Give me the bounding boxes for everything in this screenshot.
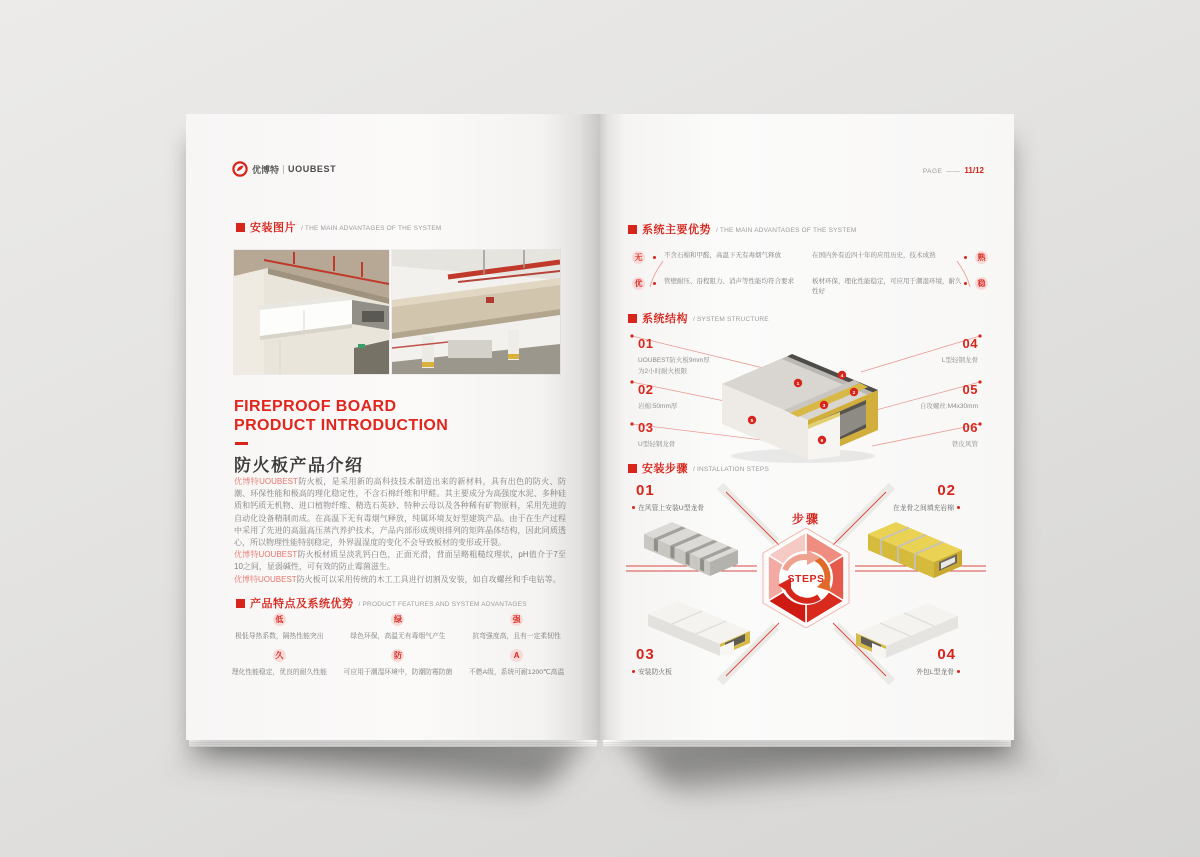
install-photo-garage-duct bbox=[392, 250, 560, 374]
step-dot bbox=[632, 506, 635, 509]
steps-center-label-zh: 步骤 bbox=[791, 512, 820, 526]
book-spread bbox=[186, 114, 1014, 754]
page-number-value: 11/12 bbox=[964, 166, 984, 175]
advantage-connector-left bbox=[646, 259, 670, 291]
duct-structure-3d-illustration bbox=[708, 328, 898, 468]
section-title-en: / THE MAIN ADVANTAGES OF THE SYSTEM bbox=[716, 226, 857, 234]
feature-item bbox=[339, 613, 458, 640]
advantage-text: 在国内外有近四十年的应用历史，技术成熟 bbox=[812, 252, 936, 259]
svg-text:2: 2 bbox=[852, 390, 856, 396]
advantages-list bbox=[632, 251, 988, 309]
logo-divider bbox=[283, 165, 284, 174]
feature-item bbox=[457, 613, 576, 640]
section-title-zh: 安装步骤 bbox=[642, 463, 688, 475]
feature-text: 极低导热系数，隔热性能突出 bbox=[235, 633, 324, 640]
section-marker-square bbox=[628, 464, 637, 473]
step-text: 安装防火板 bbox=[638, 669, 672, 676]
section-marker-square bbox=[628, 314, 637, 323]
step-text: 在龙骨之间填充岩棉 bbox=[892, 505, 954, 512]
callout-number: 01 bbox=[638, 336, 654, 351]
section-system-advantages bbox=[628, 221, 857, 237]
step-number: 01 bbox=[636, 482, 655, 499]
section-title-en: / INSTALLATION STEPS bbox=[693, 465, 769, 473]
svg-text:5: 5 bbox=[750, 418, 754, 424]
feature-item bbox=[457, 649, 576, 676]
svg-text:6: 6 bbox=[820, 438, 824, 444]
step-label bbox=[632, 502, 704, 512]
step-number: 03 bbox=[636, 646, 655, 663]
feature-item bbox=[220, 613, 339, 640]
section-product-features bbox=[236, 595, 527, 611]
paragraph-2-text: 防火板材质呈淡乳钙白色，正面光滑，背面呈略粗糙纹理状，pH值介于7至10之间，显弱碱性，可有效的防止霉菌滋生。 bbox=[234, 550, 566, 572]
section-title-en: / PRODUCT FEATURES AND SYSTEM ADVANTAGES bbox=[358, 600, 527, 608]
advantage-text: 管壁耐压、沿程阻力、消声等性能均符合要求 bbox=[664, 278, 794, 285]
step3-duct-illustration bbox=[642, 592, 758, 656]
section-marker-square bbox=[236, 223, 245, 232]
steps-hexagon bbox=[760, 528, 852, 628]
callout-text: 铁皮风管 bbox=[952, 441, 978, 448]
section-marker-square bbox=[628, 225, 637, 234]
section-system-structure bbox=[628, 310, 769, 326]
callout-text: U型轻钢龙骨 bbox=[638, 441, 676, 448]
svg-text:STEPS: STEPS bbox=[787, 573, 825, 585]
brand-name-en: UOUBEST bbox=[288, 164, 337, 174]
section-marker-square bbox=[236, 599, 245, 608]
feature-text: 理化性能稳定，优良的耐久性能 bbox=[231, 669, 327, 676]
paragraph-1-text: 防火板，是采用新的高科技技术制造出来的新材料，具有出色的防火、防潮、环保性能和极高的理化稳定性，不含石棉纤维和甲醛。其主要成分为高强度水泥、多种硅质和钙质无机物、进口植物纤维、精选石英砂、特种云母以及各种稀有矿物原料，采用先进的自动化设备精制而成。在高温下无有毒烟气释放，纯属环境友好型建筑产品。由于在生产过程中采用了先进的高温高压蒸汽养护技术，产品内部形成规则排列的矩阵晶体结构，因此同质透心，所以物理性能特别稳定，外界温湿度的变化不会导致板材的变形或开裂。 bbox=[234, 477, 567, 548]
brand-lead-1: 优博特UOUBEST bbox=[234, 477, 298, 486]
svg-text:4: 4 bbox=[840, 373, 844, 379]
section-title-zh: 产品特点及系统优势 bbox=[250, 598, 354, 610]
step1-duct-illustration bbox=[638, 514, 748, 580]
features-grid bbox=[220, 613, 576, 676]
callout-number: 02 bbox=[638, 382, 654, 397]
section-install-images bbox=[236, 219, 442, 235]
feature-badge: 防 bbox=[391, 649, 404, 662]
product-title-zh: 防火板产品介绍 bbox=[234, 456, 364, 475]
advantage-badge: 熟 bbox=[975, 251, 988, 264]
description-paragraph-2 bbox=[234, 549, 566, 573]
advantage-badge: 无 bbox=[632, 251, 645, 264]
photo-garage-duct-illustration bbox=[392, 250, 560, 374]
feature-text: 抗弯强度高，且有一定柔韧性 bbox=[472, 633, 561, 640]
advantage-text: 不含石棉和甲醛，高温下无有毒烟气释放 bbox=[664, 252, 781, 259]
callout-number: 04 bbox=[962, 336, 978, 351]
section-installation-steps bbox=[628, 460, 769, 476]
callout-text: 岩棉:50mm厚 bbox=[638, 403, 678, 410]
feature-text: 可应用于潮湿环境中，防潮防霉防菌 bbox=[343, 669, 453, 676]
feature-item bbox=[339, 649, 458, 676]
svg-text:3: 3 bbox=[822, 403, 826, 409]
page-stack-edge-right bbox=[603, 740, 1011, 747]
step-label bbox=[893, 502, 960, 512]
callout-text: 自攻螺丝:M4x30mm bbox=[919, 403, 978, 410]
page-label: PAGE bbox=[922, 168, 943, 175]
brand-logo bbox=[232, 161, 336, 177]
section-title-zh: 系统结构 bbox=[642, 313, 688, 325]
section-title-en: / THE MAIN ADVANTAGES OF THE SYSTEM bbox=[301, 224, 442, 232]
brand-name-zh: 优博特 bbox=[252, 164, 280, 175]
product-title-en-line2: PRODUCT INTRODUCTION bbox=[234, 417, 449, 434]
section-title-zh: 系统主要优势 bbox=[642, 224, 711, 236]
feature-badge: 绿 bbox=[391, 613, 404, 626]
advantages-row-2 bbox=[632, 277, 988, 309]
product-description bbox=[234, 476, 566, 586]
callout-number: 05 bbox=[962, 382, 978, 397]
section-title-zh: 安装图片 bbox=[250, 222, 296, 234]
description-paragraph-1 bbox=[234, 476, 566, 549]
brand-lead-3: 优博特UOUBEST bbox=[234, 574, 297, 584]
callout-number: 03 bbox=[638, 420, 654, 435]
step-dot bbox=[957, 506, 960, 509]
page-stack-edge-left bbox=[189, 740, 597, 747]
page-number bbox=[923, 166, 984, 175]
step-label bbox=[916, 666, 960, 676]
step-text: 外包L型龙骨 bbox=[916, 669, 954, 676]
feature-badge: 久 bbox=[273, 649, 286, 662]
feature-item bbox=[220, 649, 339, 676]
svg-text:1: 1 bbox=[796, 381, 800, 387]
feature-text: 绿色环保，高温无有毒烟气产生 bbox=[350, 633, 446, 640]
callout-text: L型轻钢龙骨 bbox=[941, 357, 978, 364]
description-paragraph-3 bbox=[234, 574, 566, 586]
brand-lead-2: 优博特UOUBEST bbox=[234, 550, 298, 560]
feature-badge: 低 bbox=[273, 613, 286, 626]
advantage-text: 板材环保，理化性能稳定，可应用于潮湿环境，耐久性好 bbox=[812, 278, 962, 295]
advantage-badge: 稳 bbox=[975, 277, 988, 290]
section-title-en: / SYSTEM STRUCTURE bbox=[693, 315, 769, 323]
advantages-row-1 bbox=[632, 251, 988, 277]
product-title-en-line1: FIREPROOF BOARD bbox=[234, 398, 397, 415]
step2-duct-illustration bbox=[862, 512, 968, 584]
page-dash: —— bbox=[946, 168, 961, 175]
callout-text: UOUBEST防火板9mm厚 为2小时耐火极限 bbox=[638, 357, 710, 375]
step-label bbox=[632, 666, 672, 676]
feature-badge: A bbox=[510, 649, 523, 662]
title-accent-dash bbox=[235, 442, 248, 445]
product-title-block bbox=[234, 397, 448, 476]
right-page bbox=[600, 114, 1014, 740]
step-text: 在风管上安装U型龙骨 bbox=[638, 505, 705, 512]
install-photo-ceiling-duct bbox=[234, 250, 389, 374]
paragraph-3-text: 防火板可以采用传统的木工工具进行切割及安装，如自攻螺丝和手电钻等。 bbox=[296, 574, 561, 584]
left-page bbox=[186, 114, 600, 740]
advantage-connector-right bbox=[950, 259, 974, 291]
callout-number: 06 bbox=[962, 420, 978, 435]
system-structure-diagram bbox=[626, 328, 986, 468]
feature-text: 不燃A级，系统可耐1200℃高温 bbox=[469, 669, 565, 676]
brand-logo-icon bbox=[232, 161, 248, 177]
feature-badge: 强 bbox=[510, 613, 523, 626]
photo-ceiling-duct-illustration bbox=[234, 250, 389, 374]
step-dot bbox=[632, 670, 635, 673]
installation-steps-diagram bbox=[626, 482, 986, 686]
step-number: 02 bbox=[937, 482, 956, 499]
step-dot bbox=[957, 670, 960, 673]
step-number: 04 bbox=[937, 646, 956, 663]
advantage-badge: 优 bbox=[632, 277, 645, 290]
